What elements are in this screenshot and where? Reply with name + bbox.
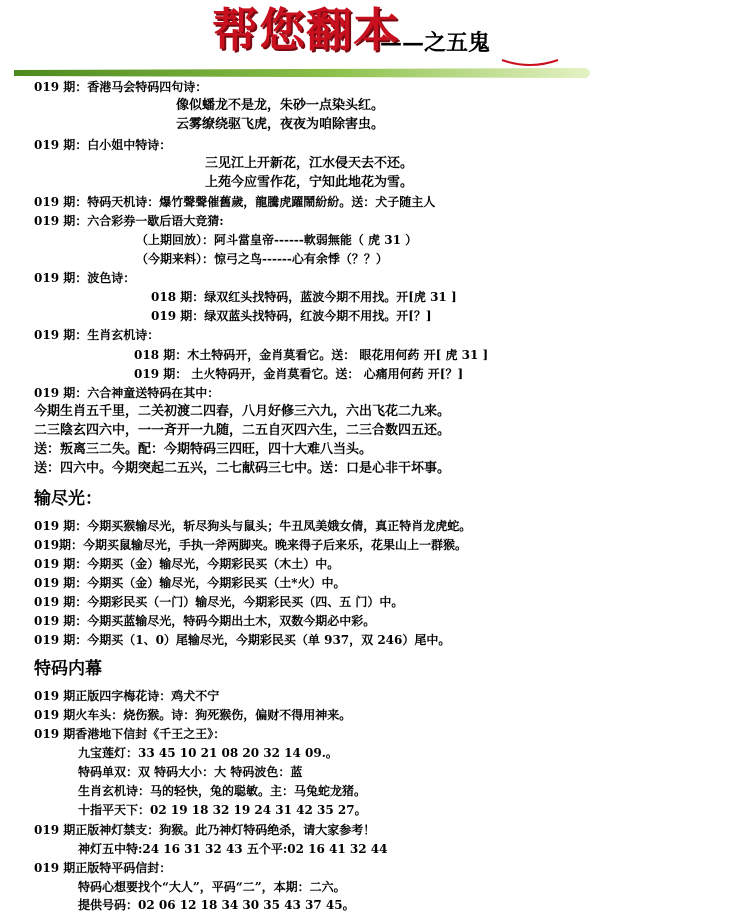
text-line: 特码单双：双 特码大小：大 特码波色：蓝 [78, 765, 303, 779]
text-line: 云雾缭绕驱飞虎，夜夜为咱除害虫。 [176, 117, 385, 132]
text-line: 生肖玄机诗：马的轻快，兔的聪敏。主：马兔蛇龙猪。 [78, 784, 367, 798]
text-line: 019 期香港地下信封《千王之王》： [34, 727, 226, 741]
text-line: 019 期：今期买（1、0）尾输尽光，今期彩民买（单 937，双 246）尾中。 [34, 633, 451, 647]
text-line: （今期来料）：惊弓之鸟------心有余悸（？？） [136, 252, 388, 266]
text-line: 特码心想要找个“大人”，平码“二”，本期：二六。 [78, 880, 346, 894]
text-line: 019 期：今期彩民买（一门）输尽光，今期彩民买（四、五 门）中。 [34, 595, 404, 609]
text-line: 九宝莲灯：33 45 10 21 08 20 32 14 09.。 [78, 746, 338, 760]
text-line: 019 期：生肖玄机诗： [34, 328, 160, 342]
text-line: 送：四六中。今期突起二五兴，二七献码三七中。送：口是心非干坏事。 [34, 461, 451, 476]
text-line: 019 期：白小姐中特诗： [34, 138, 172, 152]
text-line: 今期生肖五千里，二关初渡二四春，八月好修三六九，六出飞花二九来。 [34, 404, 451, 419]
text-line: 019 期：今期买（金）输尽光，今期彩民买（木土）中。 [34, 557, 340, 571]
text-line: 019期：今期买鼠输尽光，手执一斧两脚夹。晚来得子后来乐，花果山上一群猴。 [34, 538, 468, 552]
text-line: 019 期：绿双蓝头找特码，红波今期不用找。开[？] [151, 309, 432, 323]
text-line: 019 期正版四字梅花诗：鸡犬不宁 [34, 689, 220, 703]
text-line: 提供号码：02 06 12 18 34 30 35 43 37 45。 [78, 898, 355, 912]
page-header [0, 0, 744, 80]
header-divider-bar [14, 66, 594, 80]
text-line: 019 期：今期买（金）输尽光，今期彩民买（土*火）中。 [34, 576, 346, 590]
text-line: 十指平天下：02 19 18 32 19 24 31 42 35 27。 [78, 803, 367, 817]
page-title: 帮您翻本 [212, 3, 400, 57]
text-line: 神灯五中特:24 16 31 32 43 五个平:02 16 41 32 44 [78, 842, 388, 856]
text-line: 019 期：今期买蓝输尽光，特码今期出土木，双数今期必中彩。 [34, 614, 376, 628]
text-line: 019 期正版神灯禁支：狗猴。此乃神灯特码绝杀，请大家参考！ [34, 823, 376, 837]
page-subtitle: ——之五鬼 [380, 30, 491, 56]
section-heading: 特码内幕 [34, 659, 102, 679]
text-line: 三见江上开新花，江水侵天去不还。 [205, 156, 414, 171]
text-line: 019 期：六合彩券一歇后语大竞猜: [34, 214, 224, 228]
text-line: 送：叛离三二失。配：今期特码三四旺，四十大难八当头。 [34, 442, 373, 457]
red-swoosh-icon [500, 58, 560, 68]
text-line: 019 期火车头：烧伤猴。诗：狗死猴伤，偏财不得用神来。 [34, 708, 352, 722]
text-line: 像似蟠龙不是龙，朱砂一点染头红。 [176, 98, 385, 113]
text-line: 二三陰玄四六中，一一斉开一九随，二五自灭四六生，二三合数四五还。 [34, 423, 451, 438]
text-line: 018 期：绿双红头找特码，蓝波今期不用找。开[虎 31 ] [151, 290, 457, 304]
text-line: 019 期：特码天机诗：爆竹聲聲催舊歲，龍騰虎躍鬧紛紛。送：犬子随主人 [34, 195, 436, 209]
text-line: 019 期：今期买猴输尽光，斩尽狗头与鼠头；牛丑凤美娥女倩，真正特肖龙虎蛇。 [34, 519, 472, 533]
text-line: 上苑今应雪作花，宁知此地花为雪。 [205, 175, 414, 190]
text-line: （上期回放）：阿斗當皇帝------軟弱無能（ 虎 31 ） [136, 233, 418, 247]
section-heading: 输尽光： [34, 489, 102, 509]
text-line: 019 期：波色诗： [34, 271, 136, 285]
text-line: 019 期：六合神童送特码在其中： [34, 386, 220, 400]
text-line: 019 期： 土火特码开，金肖莫看它。送： 心痛用何药 开[？] [134, 367, 464, 381]
text-line: 019 期正版特平码信封： [34, 861, 172, 875]
text-line: 019 期：香港马会特码四句诗： [34, 80, 208, 94]
text-line: 018 期：木土特码开，金肖莫看它。送： 眼花用何药 开[ 虎 31 ] [134, 348, 489, 362]
